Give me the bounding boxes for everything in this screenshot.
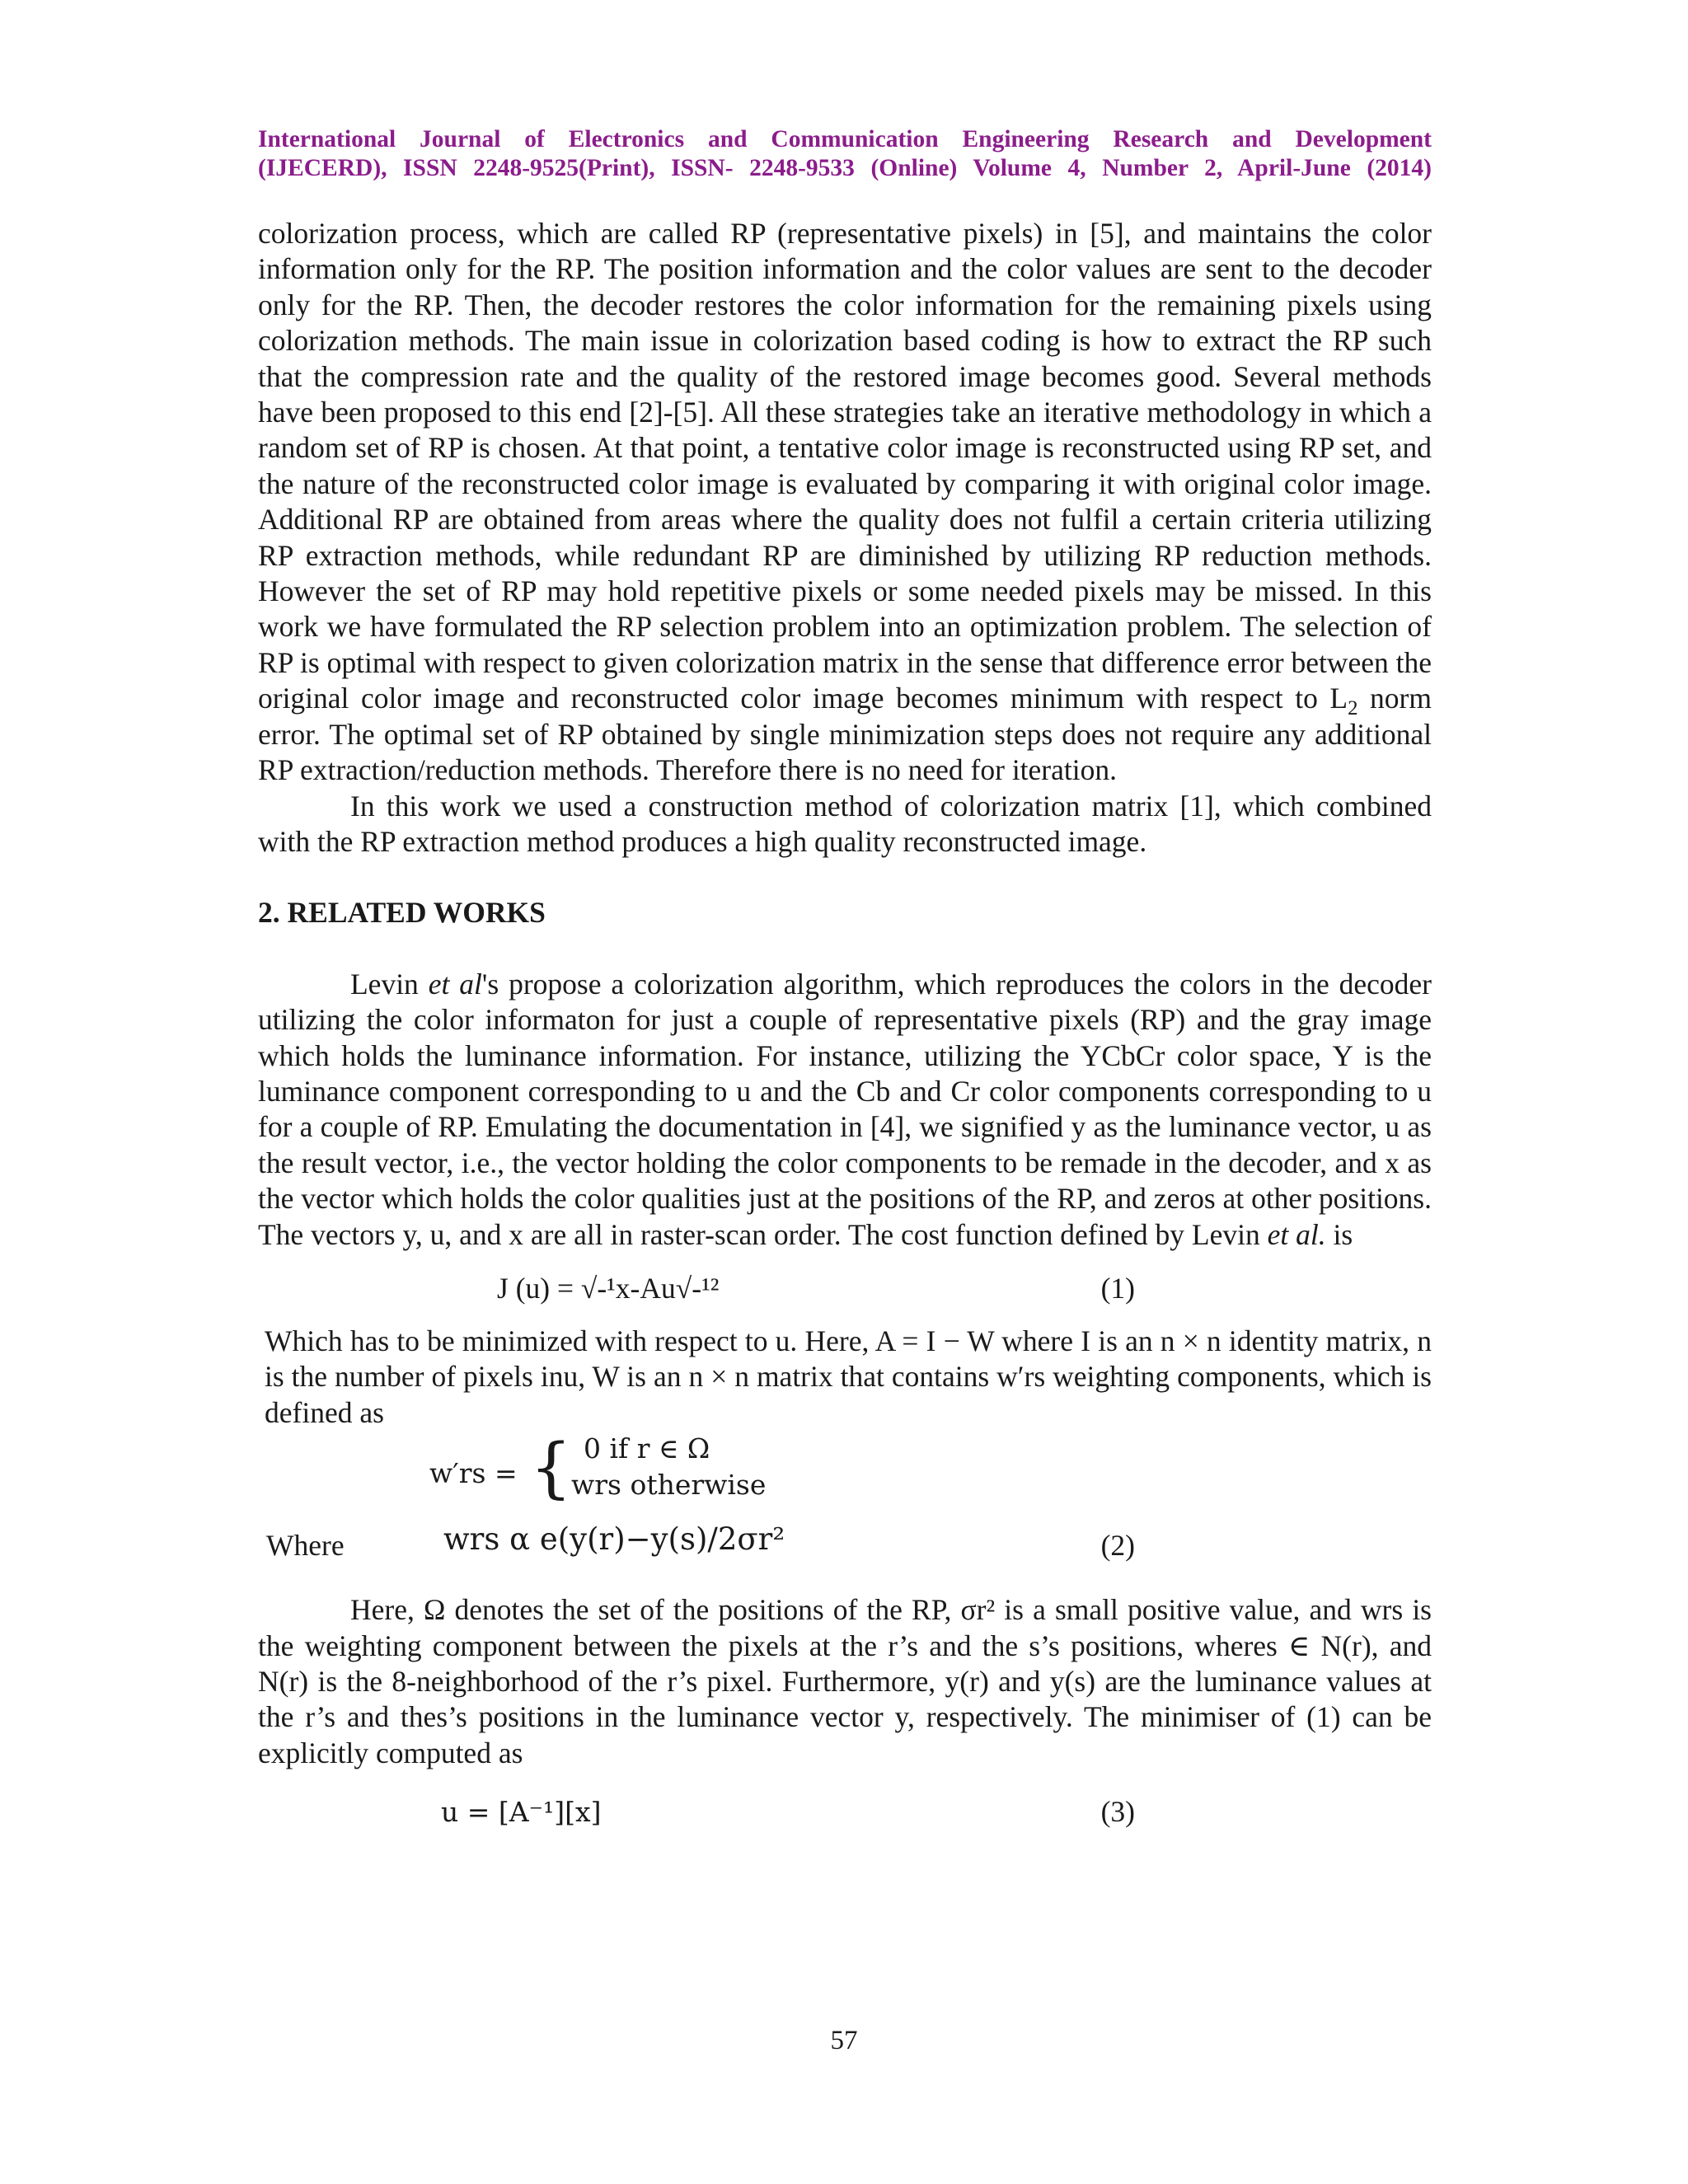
cases-lhs: w′rs = (429, 1457, 518, 1490)
paragraph-colorization: colorization process, which are called RP (representative pixels) in [5], and maintains the color information only for the RP. The position information and the color values are sent to the decoder only for the RP. Then, the decoder restores the color information for the remaining pixels using colorization methods. The main issue in colorization based coding is how to extract the RP such that the compression rate and the quality of the restored image becomes good. Several methods have been proposed to this end [2]-[5]. All these strategies take an iterative methodology in which a random set of RP is chosen. At that point, a tentative color image is reconstructed using RP set, and the nature of the reconstructed color image is evaluated by comparing it with original color image. Additional RP are obtained from areas where the quality does not fulfil a certain criteria utilizing RP extraction methods, while redundant RP are diminished by utilizing RP reduction methods. However the set of RP may hold repetitive pixels or some needed pixels may be missed. In this work we have formulated the RP selection problem into an optimization problem. The selection of RP is optimal with respect to given colorization matrix in the sense that difference error between the original color image and reconstructed color image becomes minimum with respect to $L_2$ norm error. The optimal set of RP obtained by single minimization steps does not require any additional RP extraction/reduction methods. Therefore there is no need for iteration. (258, 217, 1432, 787)
equation-2-label: Where (266, 1529, 345, 1563)
cases-brace: { (530, 1429, 572, 1507)
cases-second: wrs otherwise (571, 1469, 767, 1502)
page-number: 57 (830, 2026, 858, 2055)
equation-3 (258, 1776, 1432, 1847)
equation-1-expression: J (u) = √-¹x-Au√-¹² (497, 1271, 720, 1305)
journal-header-line2: (IJECERD), ISSN 2248-9525(Print), ISSN- 2248-9533 (Online) Volume 4, Number 2, April-June (2014) (258, 155, 1432, 181)
paragraph-levin: Levin et al's propose a colorization algorithm, which reproduces the colors in the decoder utilizing the color informaton for just a couple of representative pixels (RP) and the gray image which holds the luminance information. For instance, utilizing the YCbCr color space, Y is the luminance component corresponding to u and the Cb and Cr color components corresponding to u for a couple of RP. Emulating the documentation in [4], we signified y as the luminance vector, u as the result vector, i.e., the vector holding the color components to be remade in the decoder, and x as the vector which holds the color qualities just at the positions of the RP, and zeros at other positions. The vectors y, u, and x are all in raster-scan order. The cost function defined by Levin et al. is (258, 967, 1432, 1251)
paragraph-minimized: Which has to be minimized with respect to u. Here, A = I − W where I is an n × n identity matrix, n is the number of pixels inu, W is an n × n matrix that contains w′rs weighting components, which is defined as (265, 1324, 1432, 1429)
section-heading-related-works: 2. RELATED WORKS (258, 896, 546, 930)
journal-header-line1: International Journal of Electronics and Communication Engineering Research and Development (258, 126, 1432, 152)
paper-body (258, 216, 1432, 1847)
cases-first: 0 if r ∈ Ω (584, 1432, 710, 1465)
equation-2-expression: wrs α e(y(r)−y(s)/2σr² (443, 1521, 785, 1558)
equation-1 (258, 1253, 1432, 1324)
paragraph-construction-method: In this work we used a construction method of colorization matrix [1], which combined with the RP extraction method produces a high quality reconstructed image. (258, 789, 1432, 858)
equation-2 (258, 1510, 1432, 1581)
equation-3-expression: u = [A⁻¹][x] (441, 1796, 602, 1829)
equation-2-number: (2) (1100, 1529, 1135, 1563)
equation-3-number: (3) (1100, 1795, 1135, 1829)
weighting-cases (258, 1431, 1432, 1510)
paragraph-omega: Here, Ω denotes the set of the positions of the RP, σr² is a small positive value, and wrs is the weighting component between the pixels at the r’s and the s’s positions, wheres ∈ N(r), and N(r) is the 8-neighborhood of the r’s pixel. Furthermore, y(r) and y(s) are the luminance values at the r’s and thes’s positions in the luminance vector y, respectively. The minimiser of (1) can be explicitly computed as (258, 1593, 1432, 1769)
journal-header (258, 125, 1432, 183)
equation-1-number: (1) (1100, 1271, 1135, 1305)
